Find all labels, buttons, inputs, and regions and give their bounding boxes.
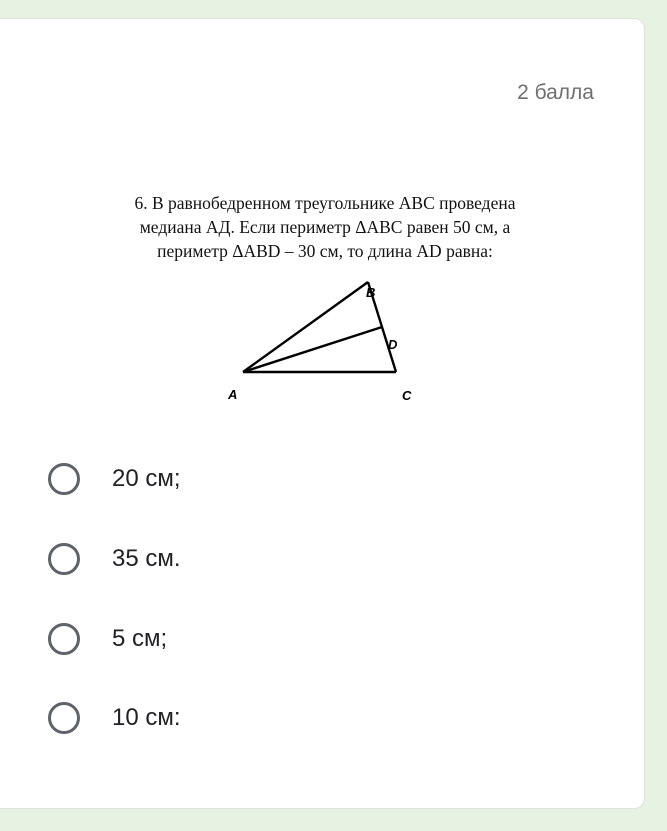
option-20cm[interactable]	[48, 459, 181, 499]
question-card	[0, 19, 644, 808]
option-label: 5 см;	[112, 625, 168, 652]
vertex-label-b: B	[366, 285, 376, 300]
question-text-line-3: периметр ΔАВD – 30 см, то длина АD равна:	[157, 241, 493, 261]
vertex-label-c: C	[402, 388, 412, 403]
radio-button[interactable]	[48, 543, 80, 575]
vertex-label-a: A	[228, 387, 238, 402]
radio-button[interactable]	[48, 463, 80, 495]
radio-button[interactable]	[48, 623, 80, 655]
triangle-figure	[80, 191, 570, 421]
option-label: 10 см:	[112, 704, 181, 731]
question-text-line-2: медиана АД. Если периметр ΔАВС равен 50 см, а	[139, 217, 511, 237]
point-label-d: D	[388, 337, 398, 352]
question-text-line-1: 6. В равнобедренном треугольнике АВС проведена	[134, 193, 516, 213]
option-label: 20 см;	[112, 465, 181, 492]
median-ad	[243, 327, 382, 372]
radio-button[interactable]	[48, 702, 80, 734]
option-label: 35 см.	[112, 545, 181, 572]
question-image	[80, 191, 570, 421]
side-ab	[243, 282, 368, 372]
option-5cm[interactable]	[48, 619, 167, 659]
points-label: 2 балла	[517, 81, 594, 104]
option-10cm[interactable]	[48, 698, 181, 738]
option-35cm[interactable]	[48, 539, 181, 579]
